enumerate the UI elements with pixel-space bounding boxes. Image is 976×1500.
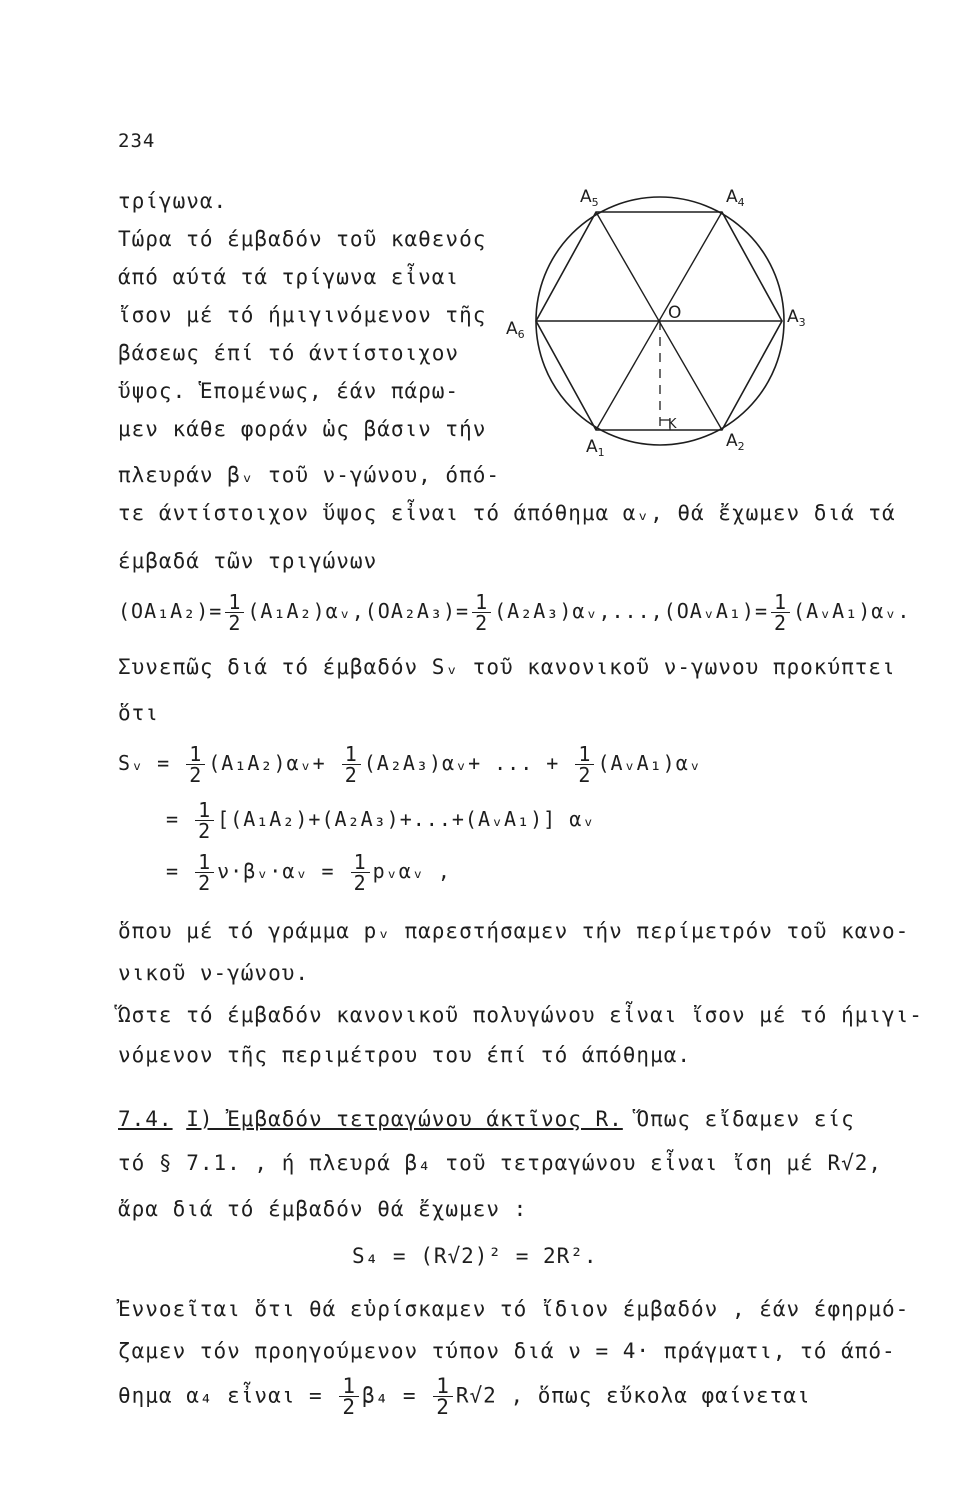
text-line: ἄρα διά τό έμβαδόν θά ἔχωμεν :	[118, 1197, 528, 1221]
page-number: 234	[118, 130, 156, 152]
text-line: τρίγωνα.	[118, 189, 228, 213]
text-line: Ὥστε τό έμβαδόν κανονικοῦ πολυγώνου εἶναι ἴσον μέ τό ήμιγι-	[118, 1003, 923, 1027]
section-heading: 7.4. I) Ἐμβαδόν τετραγώνου άκτῖνος R. Ὅπως εἴδαμεν είς	[118, 1107, 855, 1131]
text-line: βάσεως έπί τό άντίστοιχον	[118, 341, 460, 365]
square-area-formula: S₄ = (R√2)² = 2R².	[352, 1244, 598, 1268]
text-line: πλευράν βᵥ τοῦ ν-γώνου, όπό-	[118, 463, 501, 487]
text-line: νικοῦ ν-γώνου.	[118, 961, 310, 985]
text-line: τε άντίστοιχον ὕψος εἶναι τό άπόθημα αᵥ, θά ἔχωμεν διά τά	[118, 501, 896, 525]
text-line: τό § 7.1. , ή πλευρά β₄ τοῦ τετραγώνου εἶναι ἴση μέ R√2,	[118, 1151, 883, 1175]
label-a5: $A_5$	[580, 187, 599, 209]
text-line: ἴσον μέ τό ήμιγινόμενον τῆς	[118, 303, 487, 327]
text-line: ὅτι	[118, 701, 159, 725]
label-a4: $A_4$	[726, 187, 745, 209]
section-number: 7.4.	[118, 1107, 173, 1131]
text-line: Συνεπῶς διά τό έμβαδόν Sᵥ τοῦ κανονικοῦ ν-γωνου προκύπτει	[118, 655, 896, 679]
area-formula-line-3: = $\frac{1}{2}$ ν·βᵥ·αᵥ = $\frac{1}{2}$ pᵥαᵥ ,	[166, 850, 451, 895]
text-line: ὅπου μέ τό γράμμα pᵥ παρεστήσαμεν τήν περίμετρόν τοῦ κανο-	[118, 919, 910, 943]
text-line: Τώρα τό έμβαδόν τοῦ καθενός	[118, 227, 487, 251]
triangle-areas-formula: (OA₁A₂)= $\frac{1}{2}$ (A₁A₂)αᵥ,(OA₂A₃)= $\frac{1}{2}$ (A₂A₃)αᵥ,...,(OAᵥA₁)= $\frac{1}{2}$ (AᵥA₁)αᵥ.	[118, 590, 911, 635]
text-line: άπό αύτά τά τρίγωνα εἶναι	[118, 265, 460, 289]
text-line: ὕψος. Ἑπομένως, έάν πάρω-	[118, 379, 460, 403]
area-formula-line-2: = $\frac{1}{2}$ [(A₁A₂)+(A₂A₃)+...+(AᵥA₁)] αᵥ	[166, 798, 596, 843]
label-a6: $A_6$	[506, 319, 525, 341]
label-a2: $A_2$	[726, 431, 745, 453]
hexagon-figure	[500, 182, 810, 470]
section-title: I) Ἐμβαδόν τετραγώνου άκτῖνος R.	[186, 1107, 623, 1131]
text-line: Ἐννοεῖται ὅτι θά εὑρίσκαμεν τό ἴδιον έμβαδόν , έάν έφηρμό-	[118, 1297, 910, 1321]
label-a3: $A_3$	[787, 307, 806, 329]
text-line: νόμενον τῆς περιμέτρου του έπί τό άπόθημα.	[118, 1043, 692, 1067]
area-formula-line-1: Sᵥ = $\frac{1}{2}$ (A₁A₂)αᵥ+ $\frac{1}{2}$ (A₂A₃)αᵥ+ ... + $\frac{1}{2}$ (AᵥA₁)αᵥ	[118, 742, 702, 787]
label-center-o: O	[668, 303, 682, 323]
label-k: K	[668, 417, 677, 432]
text-line: έμβαδά τῶν τριγώνων	[118, 549, 378, 573]
text-line: μεν κάθε φοράν ὡς βάσιν τήν	[118, 417, 487, 441]
label-a1: $A_1$	[586, 437, 605, 459]
text-line: ζαμεν τόν προηγούμενον τύπον διά ν = 4· πράγματι, τό άπό-	[118, 1339, 896, 1363]
apothem-line: θημα α₄ εἶναι = $\frac{1}{2}$ β₄ = $\frac{1}{2}$ R√2 , ὅπως εὔκολα φαίνεται	[118, 1374, 811, 1419]
